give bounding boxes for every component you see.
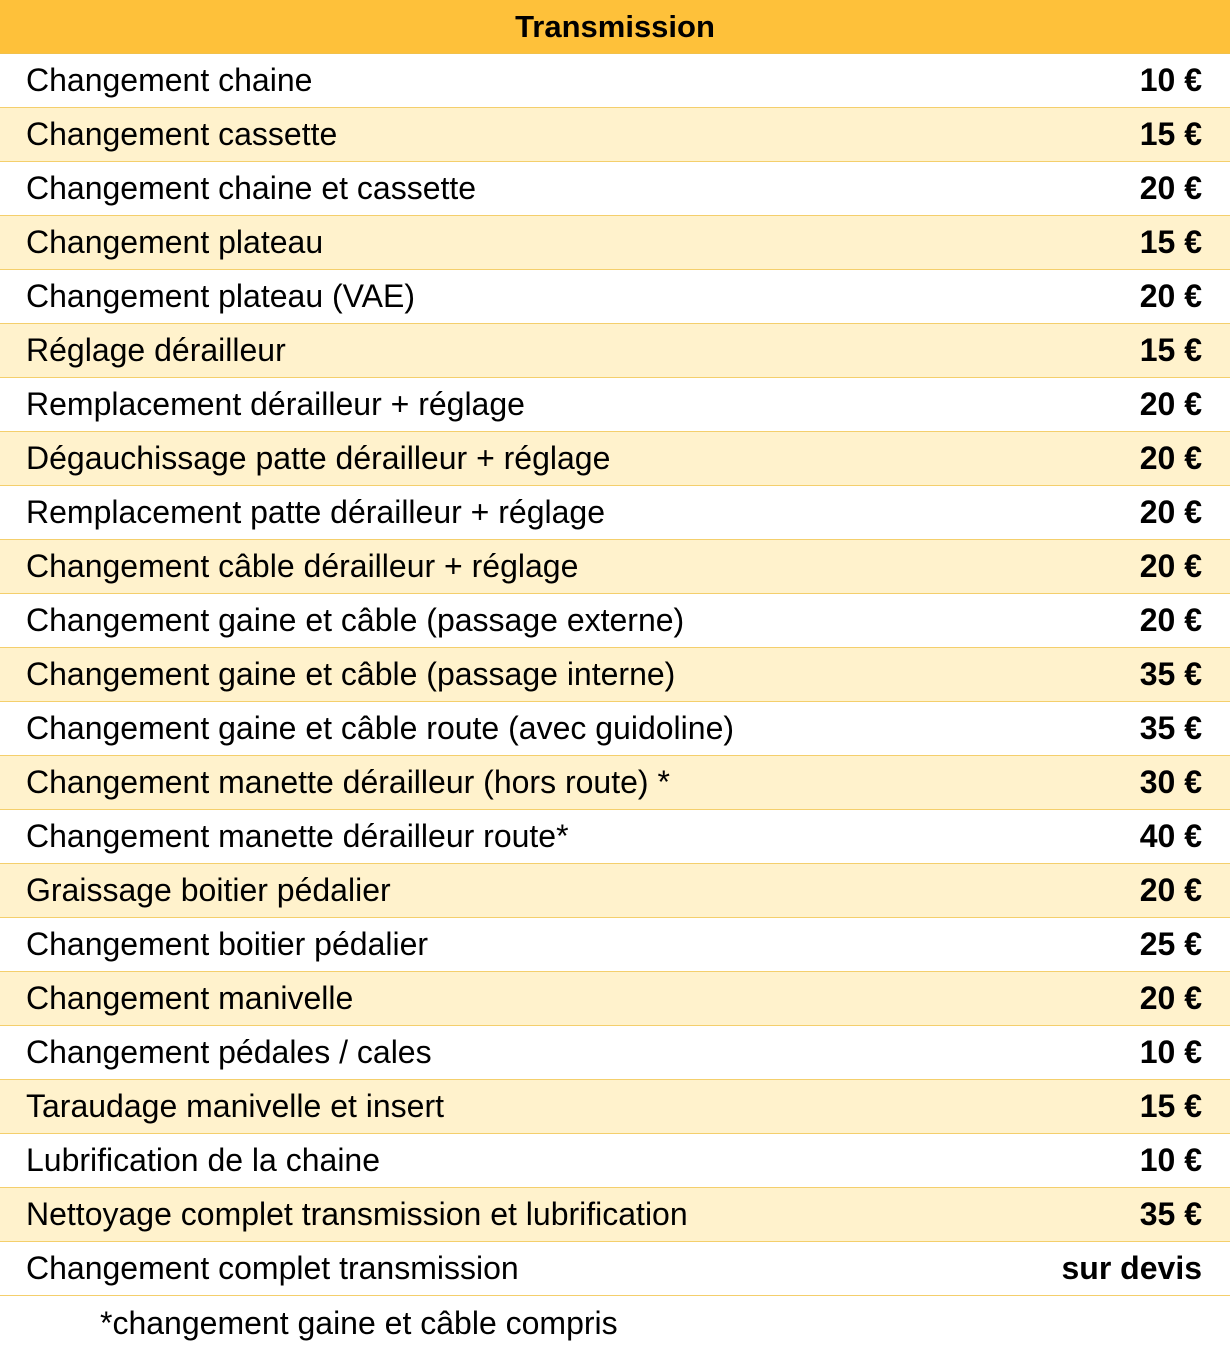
table-row [0,1188,1230,1242]
table-row [0,108,1230,162]
service-price: 20 € [1139,548,1202,584]
service-name: Nettoyage complet transmission et lubrification [26,1196,688,1232]
service-name: Graissage boitier pédalier [26,872,391,908]
service-price: 20 € [1139,980,1202,1016]
table-row [0,702,1230,756]
service-name: Changement plateau [26,224,324,260]
table-row [0,918,1230,972]
footnote: *changement gaine et câble compris [100,1304,618,1341]
table-row [0,432,1230,486]
service-name: Changement manivelle [26,980,354,1016]
table-row [0,864,1230,918]
service-price: 15 € [1139,332,1202,368]
table-row [0,486,1230,540]
table-row [0,162,1230,216]
service-name: Changement manette dérailleur (hors route) * [26,764,670,800]
table-row [0,270,1230,324]
service-name: Changement boitier pédalier [26,926,429,962]
table-row [0,1242,1230,1296]
price-list [0,54,1230,1296]
service-name: Changement cassette [26,116,338,152]
service-price: 20 € [1139,386,1202,422]
service-price: 40 € [1139,818,1202,854]
service-price: 20 € [1139,440,1202,476]
service-price: 35 € [1139,710,1202,746]
table-row [0,1026,1230,1080]
table-row [0,54,1230,108]
service-price: 20 € [1139,278,1202,314]
service-price: 10 € [1139,1142,1202,1178]
service-name: Changement chaine et cassette [26,170,477,206]
table-row [0,648,1230,702]
service-name: Changement plateau (VAE) [26,278,415,314]
service-name: Taraudage manivelle et insert [26,1088,445,1124]
service-price: 35 € [1139,1196,1202,1232]
service-name: Changement câble dérailleur + réglage [26,548,579,584]
service-name: Changement pédales / cales [26,1034,432,1070]
table-title: Transmission [0,0,1230,54]
table-row [0,324,1230,378]
service-price: 15 € [1139,224,1202,260]
service-name: Changement manette dérailleur route* [26,818,569,854]
service-price: 10 € [1139,62,1202,98]
service-price: 20 € [1139,494,1202,530]
table-row [0,810,1230,864]
service-name: Changement gaine et câble route (avec guidoline) [26,710,735,746]
table-row [0,378,1230,432]
service-name: Changement gaine et câble (passage interne) [26,656,676,692]
service-price: 15 € [1139,1088,1202,1124]
service-price: 25 € [1139,926,1202,962]
service-name: Changement complet transmission [26,1250,519,1286]
service-name: Changement chaine [26,62,313,98]
service-price: sur devis [1061,1250,1202,1286]
service-name: Réglage dérailleur [26,332,286,368]
table-row [0,594,1230,648]
table-row [0,540,1230,594]
service-price: 30 € [1139,764,1202,800]
service-price: 20 € [1139,872,1202,908]
table-row [0,216,1230,270]
service-name: Changement gaine et câble (passage externe) [26,602,685,638]
table-row [0,756,1230,810]
table-row [0,1080,1230,1134]
service-price: 10 € [1139,1034,1202,1070]
table-row [0,972,1230,1026]
service-price: 35 € [1139,656,1202,692]
service-price: 20 € [1139,602,1202,638]
service-price: 20 € [1139,170,1202,206]
service-name: Dégauchissage patte dérailleur + réglage [26,440,611,476]
service-price: 15 € [1139,116,1202,152]
service-name: Lubrification de la chaine [26,1142,381,1178]
table-row [0,1134,1230,1188]
service-name: Remplacement dérailleur + réglage [26,386,525,422]
service-name: Remplacement patte dérailleur + réglage [26,494,605,530]
